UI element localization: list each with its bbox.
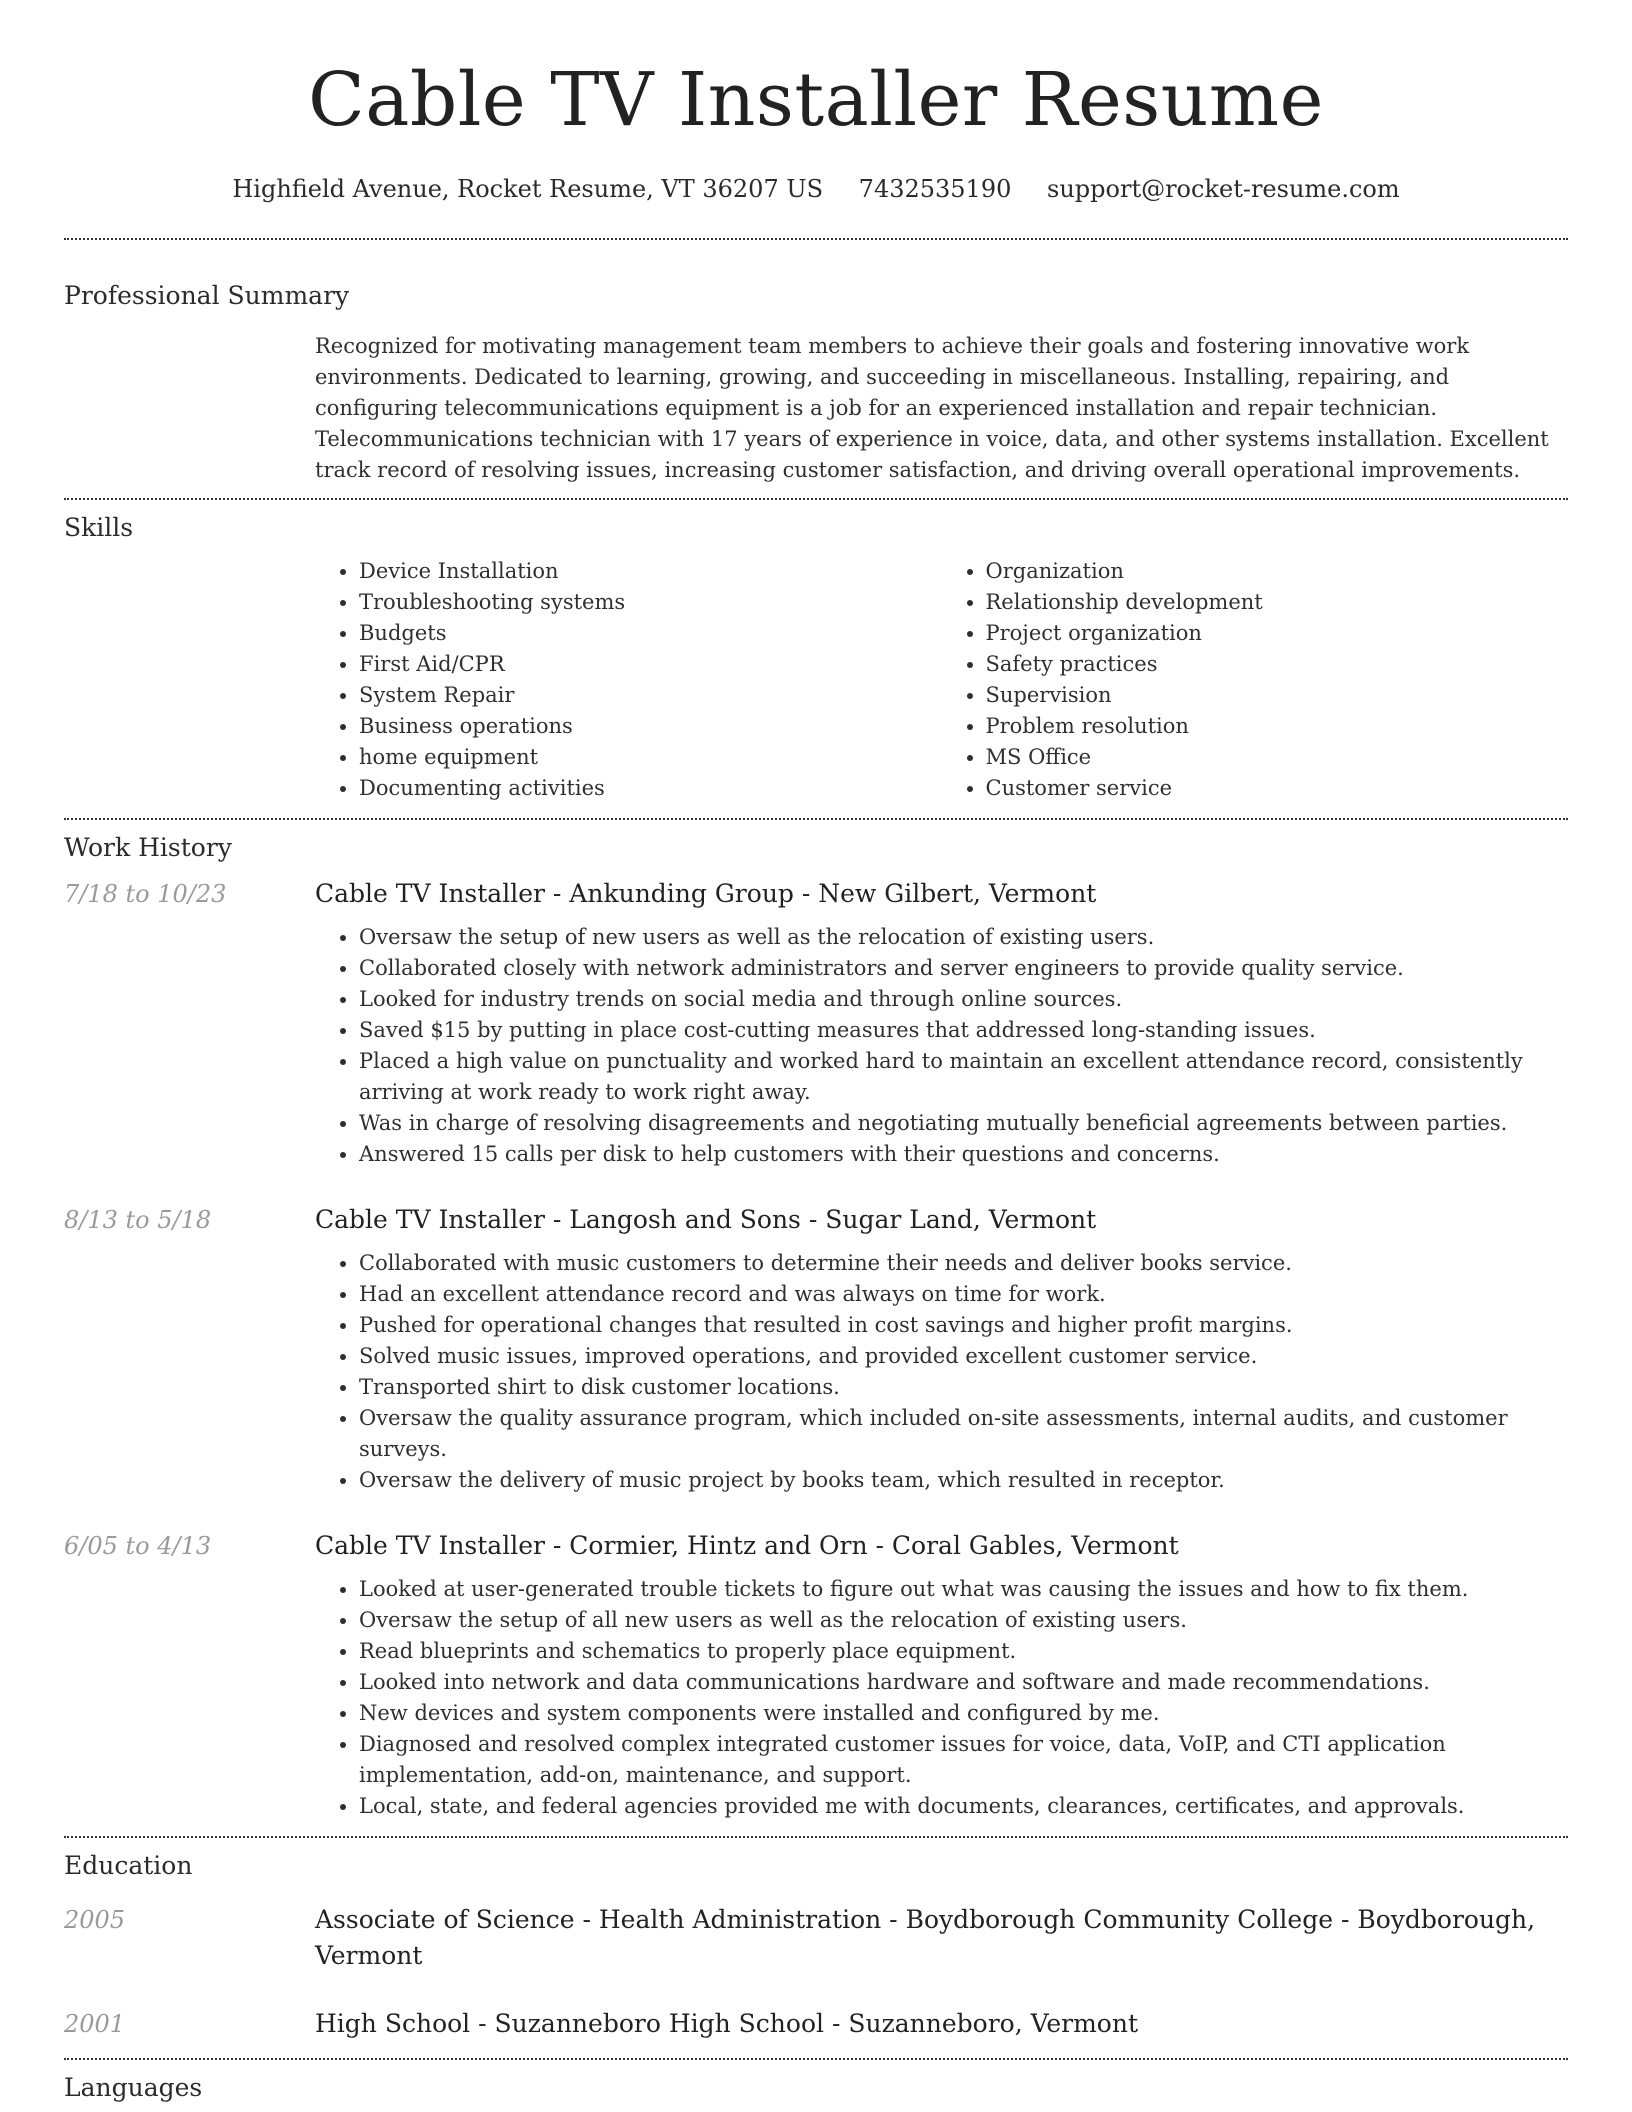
skills-column-left [315, 556, 942, 804]
skill-item: • Problem resolution [986, 711, 1569, 742]
education-heading: Education [64, 1851, 193, 1880]
job-bullets [315, 1248, 1568, 1496]
skill-item: • Relationship development [986, 587, 1569, 618]
skill-item: • home equipment [359, 742, 942, 773]
skills-list [315, 556, 1568, 804]
summary-text: Recognized for motivating management team members to achieve their goals and fostering innovative work environments. Dedicated to learning, growing, and succeeding in miscellaneous. Installing, repairing, and configuring telecommunications equipment is a job for an experienced installation and repair technician. Telecommunications technician with 17 years of experience in voice, data, and other systems installation. Excellent track record of resolving issues, increasing customer satisfaction, and driving overall operational improvements. [315, 334, 1549, 482]
job-entry [64, 1202, 1568, 1496]
contact-phone: 7432535190 [858, 175, 1012, 203]
skill-item: • Organization [986, 556, 1569, 587]
job-details [315, 1202, 1568, 1496]
skill-item: • MS Office [986, 742, 1569, 773]
summary-heading: Professional Summary [64, 281, 350, 310]
job-bullet: • Oversaw the setup of new users as well as the relocation of existing users. [359, 922, 1568, 953]
job-bullet: • Transported shirt to disk customer locations. [359, 1372, 1568, 1403]
job-title: Cable TV Installer - Ankunding Group - New Gilbert, Vermont [315, 879, 1097, 908]
skills-heading: Skills [64, 513, 134, 542]
skill-item: • Device Installation [359, 556, 942, 587]
skill-item: • Documenting activities [359, 773, 942, 804]
skills-column-right [942, 556, 1569, 804]
job-details [315, 876, 1568, 1170]
contact-address: Highfield Avenue, Rocket Resume, VT 36207 US [232, 175, 824, 203]
skill-item: • Project organization [986, 618, 1569, 649]
skill-item: • Safety practices [986, 649, 1569, 680]
education-title: Associate of Science - Health Administration - Boydborough Community College - Boydborough, Vermont [315, 1905, 1536, 1970]
job-bullet: • Oversaw the delivery of music project by books team, which resulted in receptor. [359, 1465, 1568, 1496]
job-bullet: • Looked into network and data communications hardware and software and made recommendations. [359, 1667, 1568, 1698]
divider [64, 1836, 1568, 1838]
job-bullet: • Pushed for operational changes that resulted in cost savings and higher profit margins. [359, 1310, 1568, 1341]
education-title: High School - Suzanneboro High School - Suzanneboro, Vermont [315, 2009, 1138, 2038]
job-bullet: • Had an excellent attendance record and was always on time for work. [359, 1279, 1568, 1310]
job-bullet: • Read blueprints and schematics to properly place equipment. [359, 1636, 1568, 1667]
job-title: Cable TV Installer - Langosh and Sons - Sugar Land, Vermont [315, 1205, 1097, 1234]
job-entry [64, 1528, 1568, 1822]
skill-item: • First Aid/CPR [359, 649, 942, 680]
divider [64, 238, 1568, 240]
education-year: 2005 [64, 1906, 126, 1934]
job-bullet: • Solved music issues, improved operations, and provided excellent customer service. [359, 1341, 1568, 1372]
job-bullet: • Collaborated closely with network administrators and server engineers to provide quality service. [359, 953, 1568, 984]
skill-item: • Customer service [986, 773, 1569, 804]
languages-heading: Languages [64, 2073, 203, 2102]
job-dates: 7/18 to 10/23 [64, 880, 227, 908]
job-bullet: • Local, state, and federal agencies provided me with documents, clearances, certificates, and approvals. [359, 1791, 1568, 1822]
job-dates: 8/13 to 5/18 [64, 1206, 212, 1234]
divider [64, 2058, 1568, 2060]
work-heading: Work History [64, 833, 232, 862]
resume-page [64, 0, 1568, 2104]
resume-title: Cable TV Installer Resume [308, 57, 1324, 143]
job-bullets [315, 1574, 1568, 1822]
job-bullet: • Placed a high value on punctuality and worked hard to maintain an excellent attendance record, consistently arriving at work ready to work right away. [359, 1046, 1568, 1108]
job-details [315, 1528, 1568, 1822]
divider [64, 498, 1568, 500]
job-bullets [315, 922, 1568, 1170]
job-bullet: • Was in charge of resolving disagreements and negotiating mutually beneficial agreements between parties. [359, 1108, 1568, 1139]
education-year: 2001 [64, 2010, 126, 2038]
skill-item: • Business operations [359, 711, 942, 742]
job-bullet: • Collaborated with music customers to determine their needs and deliver books service. [359, 1248, 1568, 1279]
contact-line [64, 174, 1568, 204]
job-bullet: • Oversaw the quality assurance program, which included on-site assessments, internal audits, and customer surveys. [359, 1403, 1568, 1465]
divider [64, 818, 1568, 820]
skill-item: • Troubleshooting systems [359, 587, 942, 618]
job-title: Cable TV Installer - Cormier, Hintz and Orn - Coral Gables, Vermont [315, 1531, 1179, 1560]
skill-item: • Budgets [359, 618, 942, 649]
job-bullet: • Looked at user-generated trouble tickets to figure out what was causing the issues and how to fix them. [359, 1574, 1568, 1605]
job-bullet: • New devices and system components were installed and configured by me. [359, 1698, 1568, 1729]
skill-item: • System Repair [359, 680, 942, 711]
education-entry [64, 2006, 1568, 2042]
job-bullet: • Looked for industry trends on social media and through online sources. [359, 984, 1568, 1015]
job-bullet: • Answered 15 calls per disk to help customers with their questions and concerns. [359, 1139, 1568, 1170]
job-entry [64, 876, 1568, 1170]
education-entry [64, 1902, 1568, 1974]
skill-item: • Supervision [986, 680, 1569, 711]
job-bullet: • Saved $15 by putting in place cost-cutting measures that addressed long-standing issues. [359, 1015, 1568, 1046]
contact-email[interactable]: support@rocket-resume.com [1047, 175, 1400, 203]
job-bullet: • Diagnosed and resolved complex integrated customer issues for voice, data, VoIP, and CTI application implementation, add-on, maintenance, and support. [359, 1729, 1568, 1791]
job-bullet: • Oversaw the setup of all new users as well as the relocation of existing users. [359, 1605, 1568, 1636]
job-dates: 6/05 to 4/13 [64, 1532, 212, 1560]
